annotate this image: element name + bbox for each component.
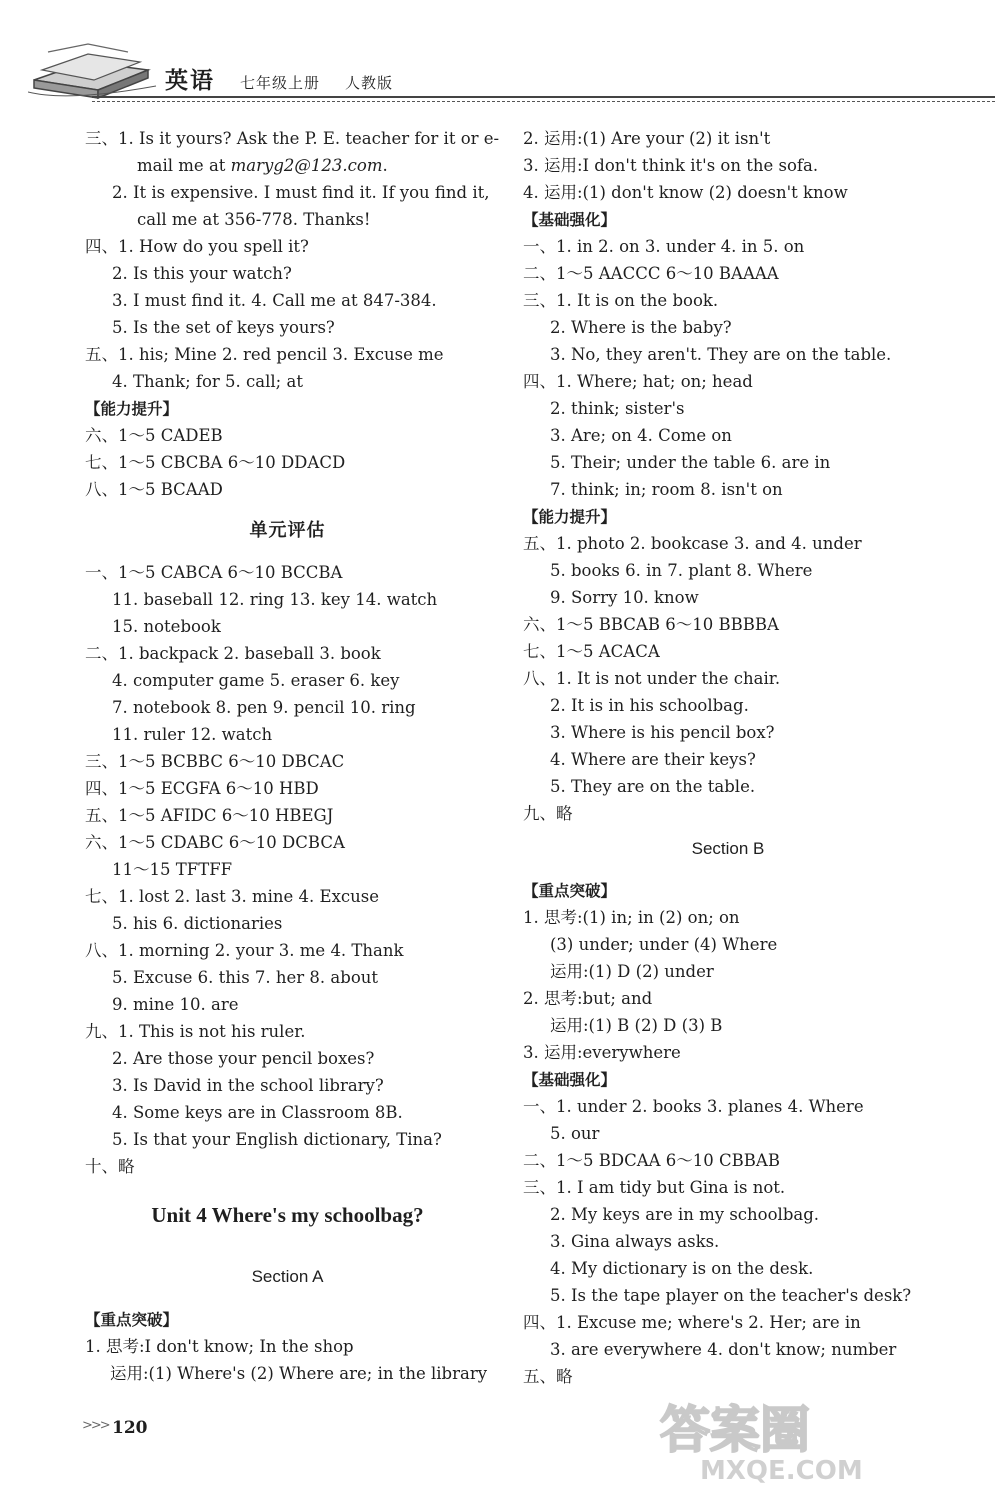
right-answer-line: 4. Where are their keys?: [550, 750, 756, 769]
right-answer-line: 3. Are; on 4. Come on: [550, 426, 732, 445]
left-answer-line: 六、1～5 CADEB: [85, 426, 223, 445]
left-answer-line: 三、1. Is it yours? Ask the P. E. teacher for it or e-: [85, 129, 500, 148]
left-answer-line: 4. Some keys are in Classroom 8B.: [112, 1103, 403, 1122]
right-answer-line: 2. My keys are in my schoolbag.: [550, 1205, 820, 1224]
right-answer-line: 四、1. Where; hat; on; head: [523, 372, 753, 391]
left-answer-line: 二、1. backpack 2. baseball 3. book: [85, 644, 381, 663]
left-answer-line: 九、1. This is not his ruler.: [85, 1022, 306, 1041]
right-answer-line: 5. books 6. in 7. plant 8. Where: [550, 561, 813, 580]
left-answer-line: 【重点突破】: [85, 1311, 179, 1329]
right-answer-line: 五、1. photo 2. bookcase 3. and 4. under: [523, 534, 862, 553]
left-answer-line: 5. Is the set of keys yours?: [112, 318, 335, 337]
left-answer-line: 六、1～5 CDABC 6～10 DCBCA: [85, 833, 345, 852]
right-answer-line: 运用:(1) D (2) under: [550, 962, 714, 981]
right-answer-line: 2. 运用:(1) Are your (2) it isn't: [523, 129, 771, 148]
left-answer-line: 7. notebook 8. pen 9. pencil 10. ring: [112, 698, 416, 717]
books-stack-icon: [28, 40, 158, 102]
left-answer-line: 五、1～5 AFIDC 6～10 HBEGJ: [85, 806, 334, 825]
right-answer-line: (3) under; under (4) Where: [550, 935, 778, 954]
left-answer-line: 2. Is this your watch?: [112, 264, 292, 283]
left-answer-line: 2. It is expensive. I must find it. If you find it,: [112, 183, 490, 202]
left-answer-line: 11. baseball 12. ring 13. key 14. watch: [112, 590, 438, 609]
right-answer-line: 【基础强化】: [523, 211, 617, 229]
right-answer-line: 3. Where is his pencil box?: [550, 723, 775, 742]
left-answer-line: 八、1. morning 2. your 3. me 4. Thank: [85, 941, 404, 960]
left-answer-line: 七、1. lost 2. last 3. mine 4. Excuse: [85, 887, 379, 906]
right-answer-line: 3. are everywhere 4. don't know; number: [550, 1340, 897, 1359]
left-answer-line: 一、1～5 CABCA 6～10 BCCBA: [85, 563, 343, 582]
left-answer-line: 11. ruler 12. watch: [112, 725, 273, 744]
right-answer-line: 5. Their; under the table 6. are in: [550, 453, 831, 472]
right-answer-line: 三、1. It is on the book.: [523, 291, 719, 310]
left-answer-line: 四、1. How do you spell it?: [85, 237, 309, 256]
header-dashed-rule: [92, 101, 995, 102]
right-answer-line: 1. 思考:(1) in; in (2) on; on: [523, 908, 740, 927]
right-answer-line: 3. Gina always asks.: [550, 1232, 720, 1251]
right-answer-line: 五、略: [523, 1367, 573, 1386]
left-answer-line: 单元评估: [249, 520, 326, 541]
left-answer-line: 十、略: [85, 1157, 135, 1176]
right-answer-line: 2. It is in his schoolbag.: [550, 696, 749, 715]
left-answer-line: Unit 4 Where's my schoolbag?: [151, 1203, 424, 1227]
watermark-logo: [640, 1395, 990, 1485]
watermark-text: 答案圈: [660, 1401, 810, 1459]
right-answer-line: 5. Is the tape player on the teacher's desk?: [550, 1286, 912, 1305]
right-answer-line: 七、1～5 ACACA: [523, 642, 660, 661]
right-answer-line: 4. 运用:(1) don't know (2) doesn't know: [523, 183, 848, 202]
right-answer-line: 7. think; in; room 8. isn't on: [550, 480, 783, 499]
left-answer-line: 3. I must find it. 4. Call me at 847-384.: [112, 291, 437, 310]
right-answer-line: 【重点突破】: [523, 882, 617, 900]
left-answer-line: 三、1～5 BCBBC 6～10 DBCAC: [85, 752, 345, 771]
page-arrows: >>>: [82, 1418, 109, 1433]
right-answer-line: 二、1～5 BDCAA 6～10 CBBAB: [523, 1151, 780, 1170]
right-answer-line: 四、1. Excuse me; where's 2. Her; are in: [523, 1313, 861, 1332]
right-answer-line: 【能力提升】: [523, 508, 617, 526]
left-answer-line: 11～15 TFTFF: [112, 860, 233, 879]
page-header: [0, 0, 1000, 108]
left-answer-line: 七、1～5 CBCBA 6～10 DDACD: [85, 453, 346, 472]
watermark-url: MXQE.COM: [700, 1456, 863, 1485]
right-answer-line: 一、1. under 2. books 3. planes 4. Where: [523, 1097, 864, 1116]
right-answer-line: 5. They are on the table.: [550, 777, 756, 796]
left-answer-line: 5. Excuse 6. this 7. her 8. about: [112, 968, 379, 987]
right-answer-line: 六、1～5 BBCAB 6～10 BBBBA: [523, 615, 779, 634]
left-answer-line: 4. Thank; for 5. call; at: [112, 372, 303, 391]
header-edition: 人教版: [345, 74, 394, 92]
right-answer-line: 运用:(1) B (2) D (3) B: [550, 1016, 723, 1035]
page-number: 120: [112, 1418, 148, 1438]
left-answer-line: 【能力提升】: [85, 400, 179, 418]
right-answer-line: 八、1. It is not under the chair.: [523, 669, 781, 688]
left-answer-line: 5. his 6. dictionaries: [112, 914, 283, 933]
right-answer-line: 3. 运用:everywhere: [523, 1043, 681, 1062]
left-answer-line: 9. mine 10. are: [112, 995, 239, 1014]
right-answer-line: 4. My dictionary is on the desk.: [550, 1259, 814, 1278]
left-answer-line: Section A: [251, 1267, 324, 1286]
left-answer-line: call me at 356-778. Thanks!: [137, 210, 371, 229]
left-answer-line: 运用:(1) Where's (2) Where are; in the library: [110, 1364, 488, 1383]
header-grade: 七年级上册: [240, 74, 321, 92]
right-answer-line: 2. Where is the baby?: [550, 318, 732, 337]
right-answer-line: 5. our: [550, 1124, 600, 1143]
left-answer-line: 4. computer game 5. eraser 6. key: [112, 671, 400, 690]
header-subject: 英语: [165, 68, 215, 94]
right-answer-line: 2. think; sister's: [550, 399, 685, 418]
header-rule: [92, 96, 995, 98]
left-answer-line: 五、1. his; Mine 2. red pencil 3. Excuse me: [85, 345, 444, 364]
right-answer-line: Section B: [691, 839, 765, 858]
right-answer-line: 二、1～5 AACCC 6～10 BAAAA: [523, 264, 779, 283]
left-answer-line: 四、1～5 ECGFA 6～10 HBD: [85, 779, 319, 798]
left-answer-line: mail me at maryg2@123.com.: [137, 156, 388, 175]
left-answer-line: 1. 思考:I don't know; In the shop: [85, 1337, 354, 1356]
left-answer-line: 八、1～5 BCAAD: [85, 480, 223, 499]
left-answer-line: 5. Is that your English dictionary, Tina?: [112, 1130, 442, 1149]
right-answer-line: 3. No, they aren't. They are on the table.: [550, 345, 892, 364]
right-answer-line: 2. 思考:but; and: [523, 989, 653, 1008]
right-answer-line: 【基础强化】: [523, 1071, 617, 1089]
right-answer-line: 一、1. in 2. on 3. under 4. in 5. on: [523, 237, 805, 256]
right-answer-line: 三、1. I am tidy but Gina is not.: [523, 1178, 786, 1197]
email-address: maryg2@123.com: [230, 156, 383, 175]
left-answer-line: 2. Are those your pencil boxes?: [112, 1049, 375, 1068]
left-answer-line: 15. notebook: [112, 617, 221, 636]
left-answer-line: 3. Is David in the school library?: [112, 1076, 384, 1095]
right-answer-line: 9. Sorry 10. know: [550, 588, 699, 607]
right-answer-line: 九、略: [523, 804, 573, 823]
right-answer-line: 3. 运用:I don't think it's on the sofa.: [523, 156, 819, 175]
